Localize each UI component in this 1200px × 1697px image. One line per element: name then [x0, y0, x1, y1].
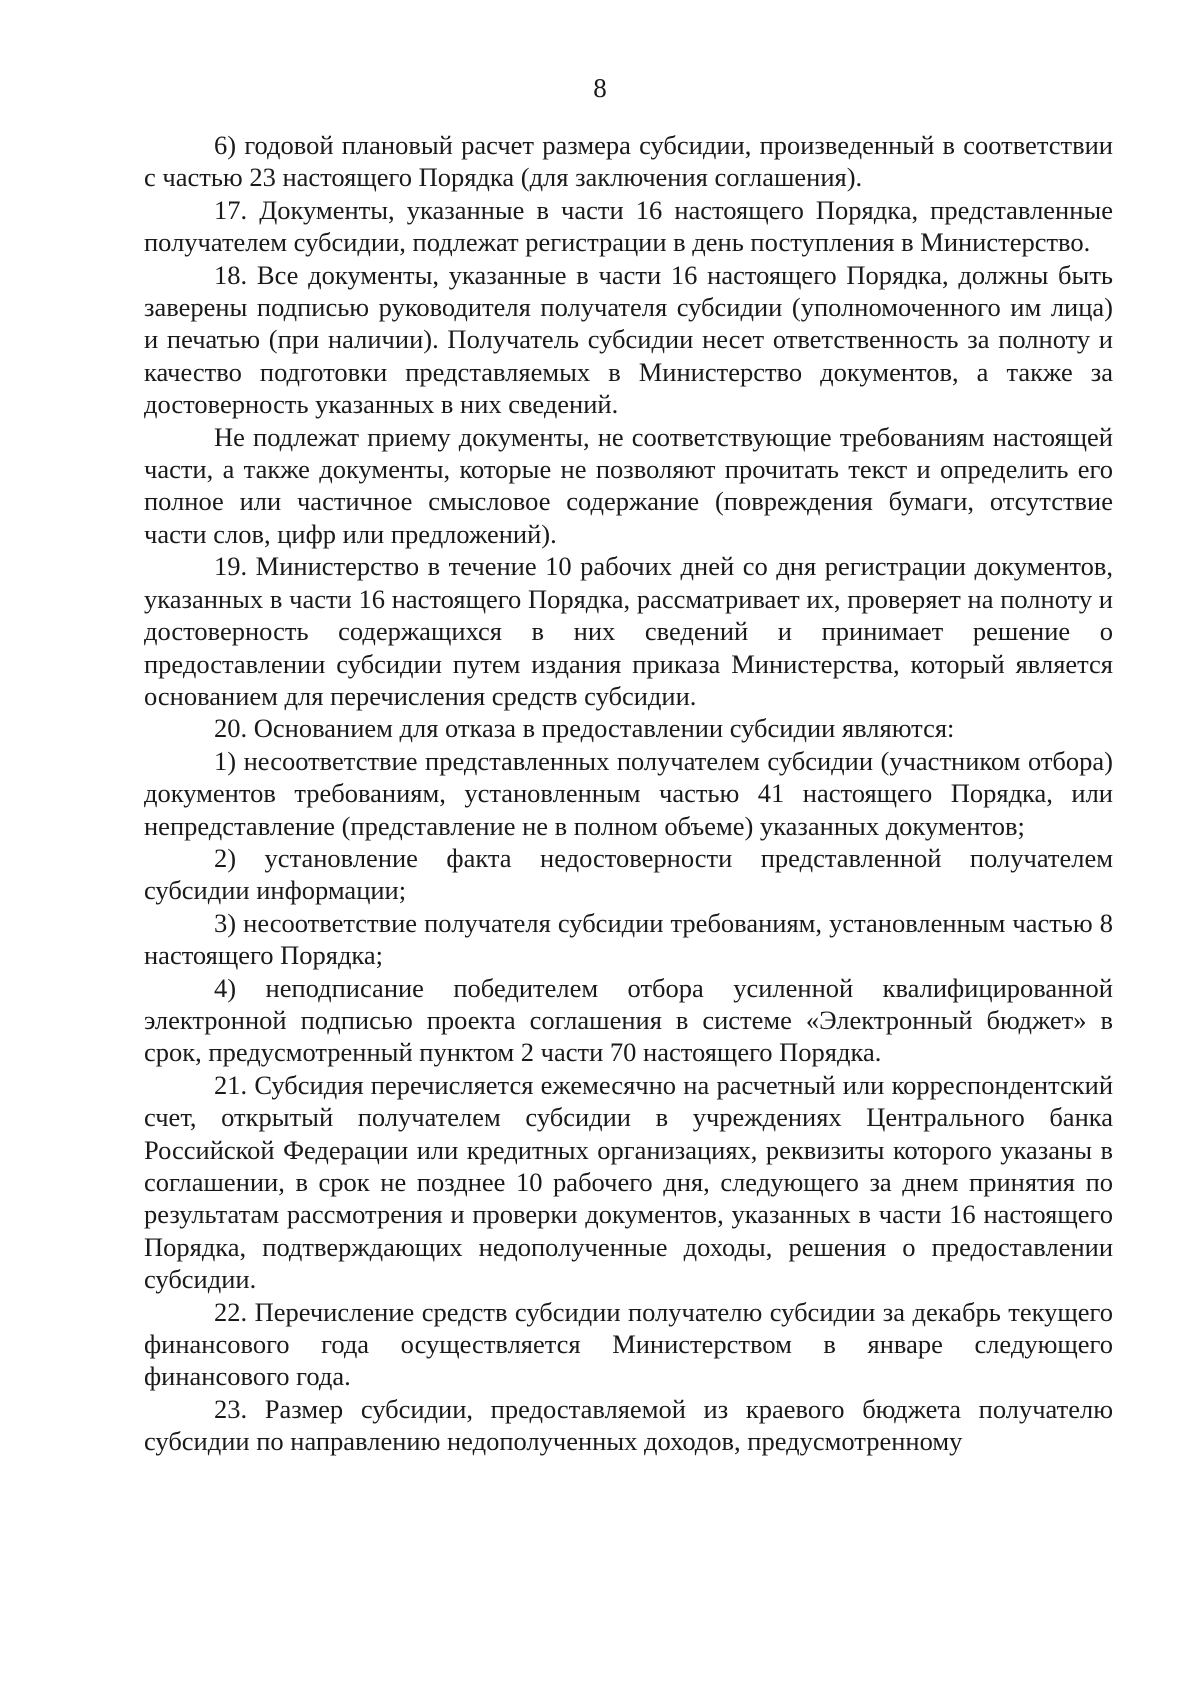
paragraph-20-item-3: 3) несоответствие получателя субсидии требованиям, установленным частью 8 настоящего Порядка; [144, 907, 1113, 971]
paragraph-20: 20. Основанием для отказа в предоставлении субсидии являются: [214, 713, 955, 744]
paragraph-23: 23. Размер субсидии, предоставляемой из краевого бюджета получателю субсидии по направлению недополученных доходов, предусмотренному [144, 1393, 1113, 1457]
paragraph-22: 22. Перечисление средств субсидии получателю субсидии за декабрь текущего финансового года осуществляется Министерством в январе следующего финансового года. [144, 1296, 1113, 1392]
paragraph-item-6: 6) годовой плановый расчет размера субсидии, произведенный в соответствии с частью 23 настоящего Порядка (для заключения соглашения). [144, 130, 1113, 193]
paragraph-21: 21. Субсидия перечисляется ежемесячно на расчетный или корреспондентский счет, открытый получателем субсидии в учреждениях Центрального банка Российской Федерации или кредитных организациях, реквизиты которого указаны в соглашении, в срок не позднее 10 рабочего дня, следующего за днем принятия по результатам рассмотрения и проверки документов, указанных в части 16 настоящего Порядка, подтверждающих недополученные доходы, решения о предоставлении субсидии. [144, 1069, 1113, 1295]
paragraph-20-item-4: 4) неподписание победителем отбора усиленной квалифицированной электронной подписью проекта соглашения в системе «Электронный бюджет» в срок, предусмотренный пунктом 2 части 70 настоящего Порядка. [144, 972, 1113, 1068]
document-body [144, 129, 1113, 1458]
paragraph-19: 19. Министерство в течение 10 рабочих дней со дня регистрации документов, указанных в части 16 настоящего Порядка, рассматривает их, проверяет на полноту и достоверность содержащихся в них сведений и принимает решение о предоставлении субсидии путем издания приказа Министерства, который является основанием для перечисления средств субсидии. [144, 551, 1113, 711]
paragraph-18-continuation: Не подлежат приему документы, не соответствующие требованиям настоящей части, а также документы, которые не позволяют прочитать текст и определить его полное или частичное смысловое содержание (повреждения бумаги, отсутствие части слов, цифр или предложений). [144, 421, 1113, 549]
paragraph-20-item-2: 2) установление факта недостоверности представленной получателем субсидии информации; [144, 842, 1113, 906]
paragraph-17: 17. Документы, указанные в части 16 настоящего Порядка, представленные получателем субсидии, подлежат регистрации в день поступления в Министерство. [144, 194, 1113, 258]
paragraph-18: 18. Все документы, указанные в части 16 настоящего Порядка, должны быть заверены подписью руководителя получателя субсидии (уполномоченного им лица) и печатью (при наличии). Получатель субсидии несет ответственность за полноту и качество подготовки представляемых в Министерство документов, а также за достоверность указанных в них сведений. [144, 259, 1113, 420]
paragraph-20-item-1: 1) несоответствие представленных получателем субсидии (участником отбора) документов требованиям, установленным частью 41 настоящего Порядка, или непредставление (представление не в полном объеме) указанных документов; [144, 745, 1113, 841]
page-number: 8 [593, 73, 607, 103]
